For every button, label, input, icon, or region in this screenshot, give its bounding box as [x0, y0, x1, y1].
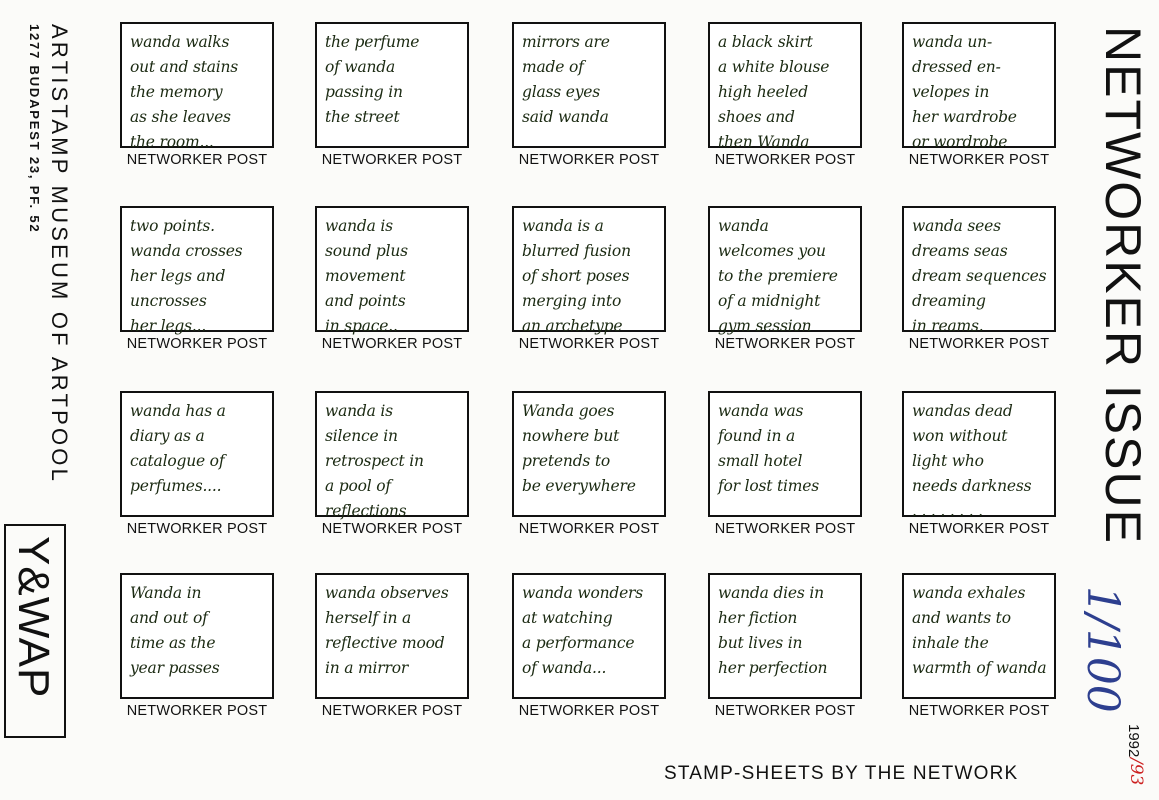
stamp	[902, 573, 1056, 723]
stamp-label: NETWORKER POST	[321, 521, 463, 537]
stamp-handwriting: wanda was found in a small hotel for lost times	[718, 402, 820, 495]
stamp-label: NETWORKER POST	[321, 152, 463, 168]
stamp-handwriting: Wanda in and out of time as the year passes	[130, 584, 220, 677]
stamp-frame	[315, 22, 469, 148]
stamp-frame	[512, 206, 666, 335]
stamp-handwriting: wanda un- dressed en- velopes in her wardrobe or wordrobe	[912, 33, 1017, 151]
stamp	[708, 22, 862, 172]
stamp-handwriting: wanda is sound plus movement and points in space..	[325, 217, 408, 335]
stamp-label: NETWORKER POST	[714, 152, 856, 168]
stamp-handwriting: wanda observes herself in a reflective mood in a mirror	[325, 584, 449, 677]
stamp-frame	[315, 573, 469, 699]
stamp-label: NETWORKER POST	[908, 336, 1050, 352]
stamp-frame	[315, 206, 469, 335]
stamp-frame	[708, 573, 862, 699]
stamp-handwriting: wanda wonders at watching a performance of wanda...	[522, 584, 644, 677]
stamp-handwriting: two points. wanda crosses her legs and uncrosses her legs...	[130, 217, 243, 335]
stamp-frame	[120, 22, 274, 151]
museum-address: 1277 BUDAPEST 23, PF. 52	[27, 24, 42, 234]
stamp-handwriting: mirrors are made of glass eyes said wanda	[522, 33, 610, 126]
stamp	[708, 206, 862, 356]
stamp-frame	[512, 22, 666, 148]
stamp	[708, 573, 862, 723]
stamp	[315, 573, 469, 723]
stamp-handwriting: wanda exhales and wants to inhale the warmth of wanda	[912, 584, 1047, 677]
stamp-label: NETWORKER POST	[126, 152, 268, 168]
stamp-label: NETWORKER POST	[908, 521, 1050, 537]
stamp	[315, 391, 469, 541]
stamp-frame	[512, 573, 666, 699]
stamp-label: NETWORKER POST	[518, 336, 660, 352]
stamp-frame	[120, 206, 274, 335]
issue-year: 1992	[1125, 724, 1142, 758]
stamp-frame	[512, 391, 666, 517]
stamp-label: NETWORKER POST	[714, 336, 856, 352]
stamp	[512, 206, 666, 356]
stamp-frame	[902, 22, 1056, 151]
stamp-label: NETWORKER POST	[126, 336, 268, 352]
stamp	[315, 206, 469, 356]
stamp-label: NETWORKER POST	[518, 703, 660, 719]
stamp-frame	[708, 391, 862, 517]
stamp-handwriting: wanda welcomes you to the premiere of a midnight gym session	[718, 217, 838, 335]
stamp-handwriting: Wanda goes nowhere but pretends to be everywhere	[522, 402, 636, 495]
stamp-label: NETWORKER POST	[518, 521, 660, 537]
stamp-frame	[120, 391, 274, 517]
footer-caption: STAMP-SHEETS BY THE NETWORK	[664, 763, 1019, 784]
stamp	[120, 573, 274, 723]
stamp	[315, 22, 469, 172]
stamp-handwriting: wanda is a blurred fusion of short poses merging into an archetype	[522, 217, 631, 335]
stamp-label: NETWORKER POST	[908, 703, 1050, 719]
stamp-handwriting: a black skirt a white blouse high heeled shoes and then Wanda	[718, 33, 830, 151]
edition-number: 1/100	[1077, 586, 1128, 713]
issue-year-correction: /93	[1126, 758, 1146, 786]
stamp	[512, 22, 666, 172]
stamp-handwriting: the perfume of wanda passing in the street	[325, 33, 420, 126]
stamp-frame	[315, 391, 469, 520]
stamp	[902, 22, 1056, 172]
stamp-handwriting: wanda is silence in retrospect in a pool of reflections	[325, 402, 424, 520]
stamp	[512, 391, 666, 541]
stamp-label: NETWORKER POST	[518, 152, 660, 168]
stamp-label: NETWORKER POST	[321, 336, 463, 352]
stamp-label: NETWORKER POST	[126, 703, 268, 719]
stamp	[708, 391, 862, 541]
stamp-handwriting: wanda sees dreams seas dream sequences dreaming in reams.	[912, 217, 1047, 335]
stamp-frame	[902, 206, 1056, 335]
stamp-handwriting: wanda has a diary as a catalogue of perfumes....	[130, 402, 226, 495]
stamp	[120, 206, 274, 356]
logo: Y&WAP	[9, 536, 58, 699]
stamp-frame	[708, 206, 862, 335]
stamp-label: NETWORKER POST	[321, 703, 463, 719]
stamp-handwriting: wanda dies in her fiction but lives in her perfection	[718, 584, 828, 677]
stamp-frame	[708, 22, 862, 151]
stamp	[512, 573, 666, 723]
stamp-label: NETWORKER POST	[714, 703, 856, 719]
stamp	[902, 391, 1056, 541]
stamp-label: NETWORKER POST	[908, 152, 1050, 168]
stamp-frame	[902, 391, 1056, 520]
stamp	[902, 206, 1056, 356]
stamp-label: NETWORKER POST	[714, 521, 856, 537]
issue-title: NETWORKER ISSUE	[1095, 26, 1151, 545]
stamp-handwriting: wanda walks out and stains the memory as she leaves the room...	[130, 33, 239, 151]
stamp	[120, 391, 274, 541]
stamp-handwriting: wandas dead won without light who needs darkness . . . . . . . .	[912, 402, 1032, 520]
stamp	[120, 22, 274, 172]
stamp-frame	[902, 573, 1056, 699]
museum-name: ARTISTAMP MUSEUM OF ARTPOOL	[47, 24, 72, 485]
stamp-label: NETWORKER POST	[126, 521, 268, 537]
stamp-frame	[120, 573, 274, 699]
